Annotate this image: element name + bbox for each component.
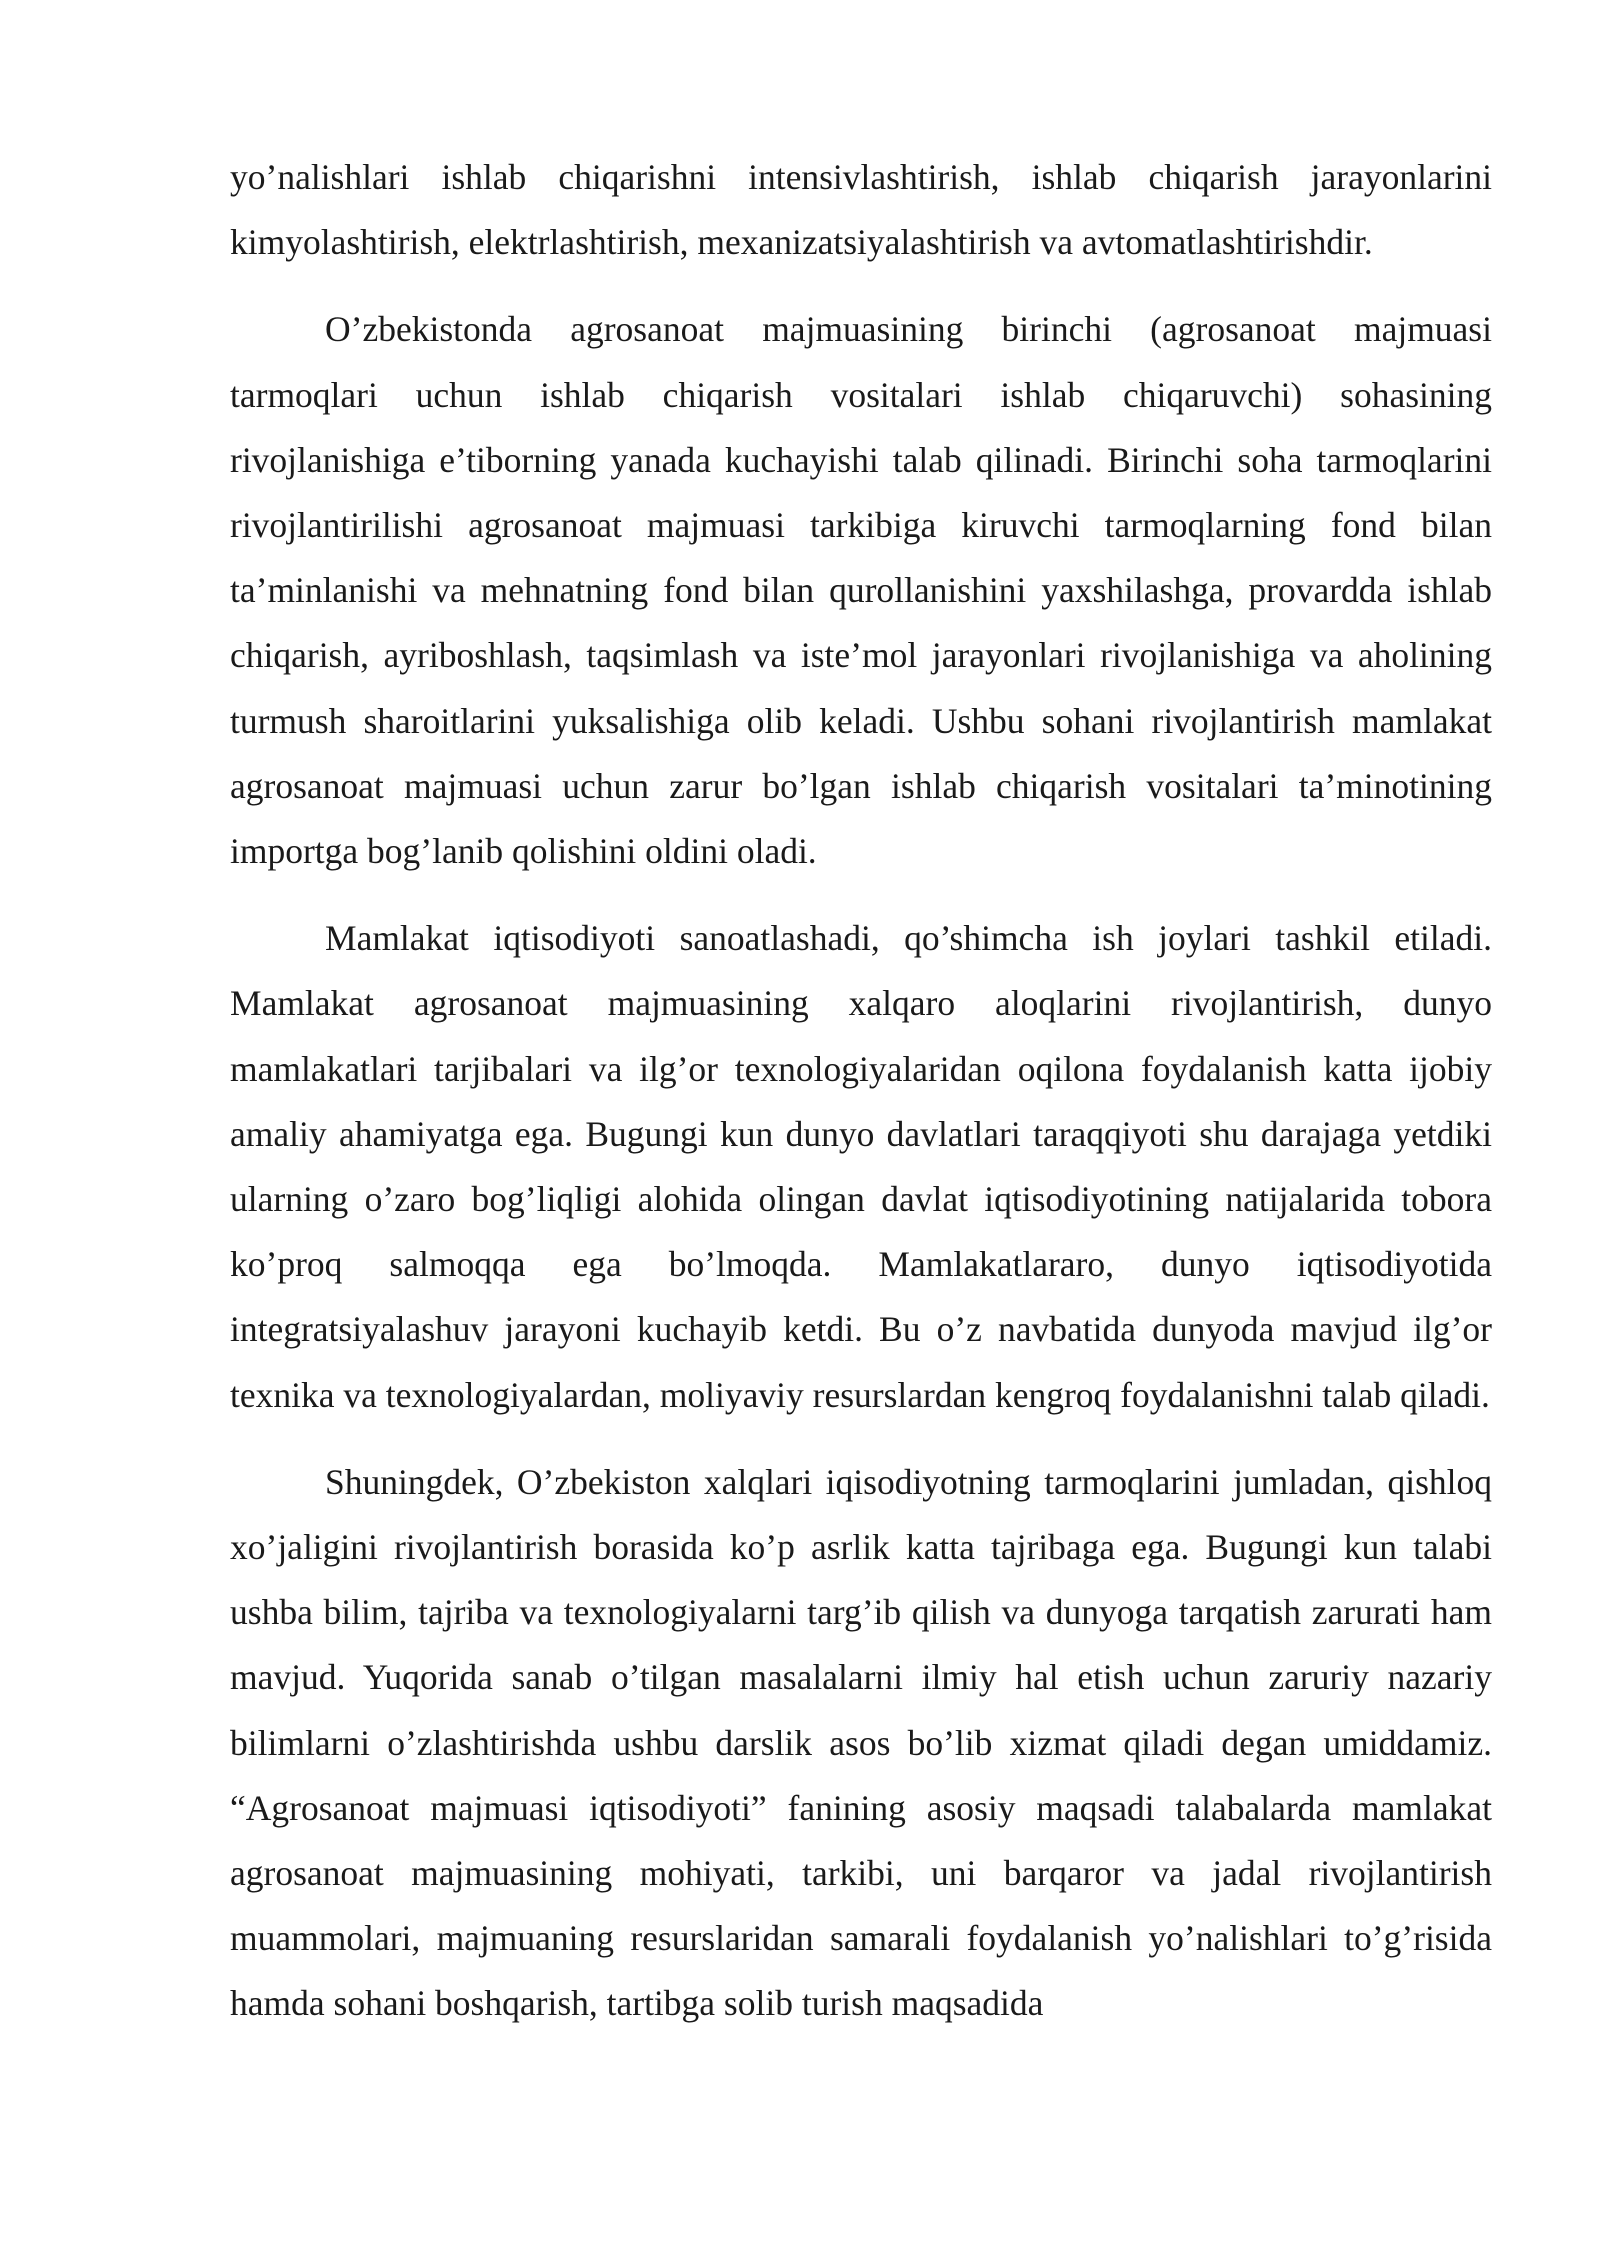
paragraph-uzbek-experience: Shuningdek, O’zbekiston xalqlari iqisodiyotning tarmoqlarini jumladan, qishloq xo’jaligini rivojlantirish borasida ko’p asrlik katta tajribaga ega. Bugungi kun talabi ushba bilim, tajriba va texnologiyalarni targ’ib qilish va dunyoga tarqatish zarurati ham mavjud. Yuqorida sanab o’tilgan masalalarni ilmiy hal etish uchun zaruriy nazariy bilimlarni o’zlashtirishda ushbu darslik asos bo’lib xizmat qiladi degan umiddamiz. “Agrosanoat majmuasi iqtisodiyoti” fanining asosiy maqsadi talabalarda mamlakat agrosanoat majmuasining mohiyati, tarkibi, uni barqaror va jadal rivojlantirish muammolari, majmuaning resurslaridan samarali foydalanish yo’nalishlari to’g’risida hamda sohani boshqarish, tartibga solib turish maqsadida bbox=[230, 1461, 1492, 2024]
paragraph-agro-first-sphere: O’zbekistonda agrosanoat majmuasining birinchi (agrosanoat majmuasi tarmoqlari uchun ishlab chiqarish vositalari ishlab chiqaruvchi) sohasining rivojlanishiga e’tiborning yanada kuchayishi talab qilinadi. Birinchi soha tarmoqlarini rivojlantirilishi agrosanoat majmuasi tarkibiga kiruvchi tarmoqlarning fond bilan ta’minlanishi va mehnatning fond bilan qurollanishini yaxshilashga, provardda ishlab chiqarish, ayriboshlash, taqsimlash va iste’mol jarayonlari rivojlanishiga va aholining turmush sharoitlarini yuksalishiga olib keladi. Ushbu sohani rivojlantirish mamlakat agrosanoat majmuasi uchun zarur bo’lgan ishlab chiqarish vositalari ta’minotining importga bog’lanib qolishini oldini oladi. bbox=[230, 309, 1492, 872]
paragraph-continuation: yo’nalishlari ishlab chiqarishni intensivlashtirish, ishlab chiqarish jarayonlarini kimyolashtirish, elektrlashtirish, mexanizatsiyalashtirish va avtomatlashtirishdir. bbox=[230, 157, 1492, 263]
paragraph-industrialization: Mamlakat iqtisodiyoti sanoatlashadi, qo’shimcha ish joylari tashkil etiladi. Mamlakat agrosanoat majmuasining xalqaro aloqlarini rivojlantirish, dunyo mamlakatlari tarjibalari va ilg’or texnologiyalaridan oqilona foydalanish katta ijobiy amaliy ahamiyatga ega. Bugungi kun dunyo davlatlari taraqqiyoti shu darajaga yetdiki ularning o’zaro bog’liqligi alohida olingan davlat iqtisodiyotining natijalarida tobora ko’proq salmoqqa ega bo’lmoqda. Mamlakatlararo, dunyo iqtisodiyotida integratsiyalashuv jarayoni kuchayib ketdi. Bu o’z navbatida dunyoda mavjud ilg’or texnika va texnologiyalardan, moliyaviy resurslardan kengroq foydalanishni talab qiladi. bbox=[230, 918, 1492, 1415]
document-page bbox=[230, 145, 1492, 2059]
